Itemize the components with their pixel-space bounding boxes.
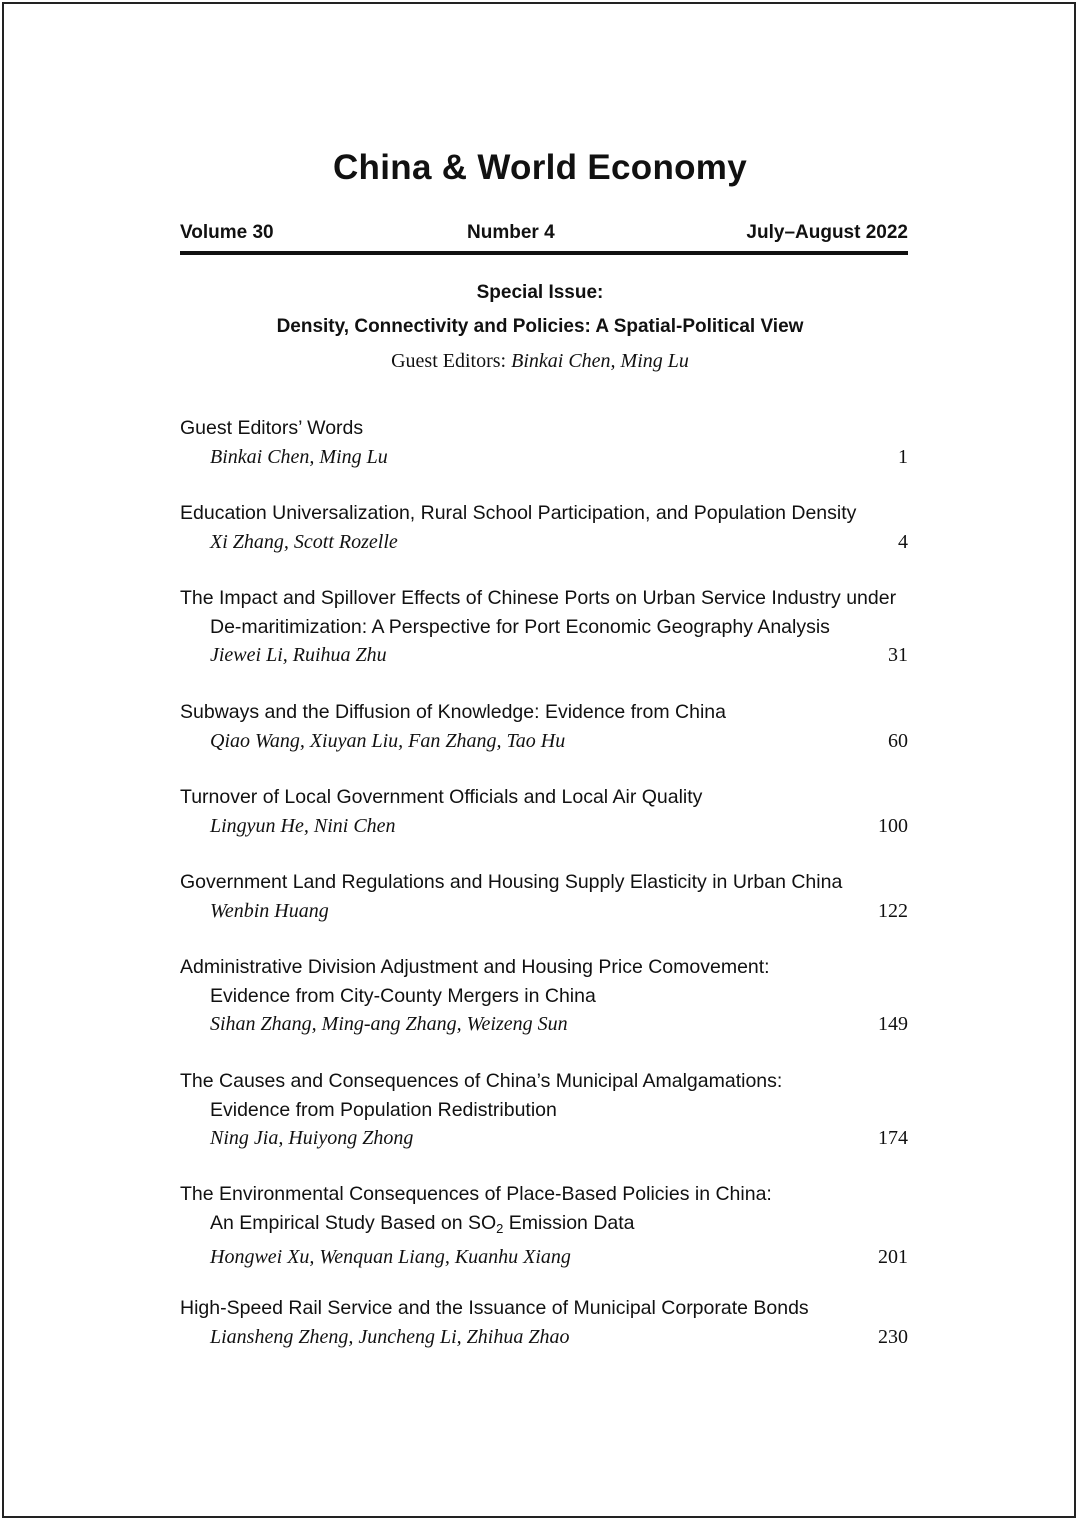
article-byline — [180, 443, 908, 471]
article-page-number: 4 — [898, 530, 908, 553]
article-authors: Jiewei Li, Ruihua Zhu — [210, 644, 387, 666]
article-page-number: 100 — [878, 814, 908, 837]
article-authors: Xi Zhang, Scott Rozelle — [210, 530, 398, 553]
issue-number: Number 4 — [467, 222, 555, 243]
article-byline — [180, 812, 908, 840]
article-title: The Causes and Consequences of China’s Municipal Amalgamations: Evidence from Population Redistribution — [180, 1070, 783, 1121]
article-byline — [180, 1243, 908, 1271]
article-page-number: 31 — [888, 644, 908, 666]
article-page-number: 1 — [898, 445, 908, 468]
article-byline — [180, 1010, 908, 1038]
issue-volume: Volume 30 — [180, 222, 274, 243]
article-title: The Environmental Consequences of Place-Based Policies in China: An Empirical Study Based on $SO_2$ Emission Data — [180, 1183, 772, 1236]
article-page-number: 60 — [888, 729, 908, 752]
article-authors: Ning Jia, Huiyong Zhong — [210, 1127, 414, 1149]
article-title: Subways and the Diffusion of Knowledge: Evidence from China — [180, 701, 726, 723]
toc-entry — [180, 783, 908, 840]
article-title: Government Land Regulations and Housing Supply Elasticity in Urban China — [180, 871, 843, 893]
article-byline — [180, 1124, 908, 1152]
article-title: The Impact and Spillover Effects of Chinese Ports on Urban Service Industry under De-maritimization: A Perspective for Port Economic Geography Analysis — [180, 587, 897, 638]
header-divider — [180, 251, 908, 255]
toc-entry — [180, 1294, 908, 1351]
article-title: High-Speed Rail Service and the Issuance of Municipal Corporate Bonds — [180, 1297, 809, 1319]
toc-entry — [180, 1067, 908, 1152]
issue-info-bar — [180, 222, 908, 246]
article-page-number: 122 — [878, 899, 908, 922]
article-title: Turnover of Local Government Officials and Local Air Quality — [180, 786, 703, 808]
guest-editors-names: Binkai Chen, Ming Lu — [511, 350, 689, 372]
toc-entry — [180, 414, 908, 471]
article-title: Guest Editors’ Words — [180, 417, 364, 439]
article-byline — [180, 1323, 908, 1351]
article-authors: Liansheng Zheng, Juncheng Li, Zhihua Zhao — [210, 1325, 570, 1348]
issue-date: July–August 2022 — [746, 222, 908, 243]
article-byline — [180, 528, 908, 556]
article-page-number: 149 — [878, 1013, 908, 1035]
article-authors: Wenbin Huang — [210, 899, 329, 922]
toc-entry — [180, 584, 908, 669]
article-authors: Lingyun He, Nini Chen — [210, 814, 396, 837]
journal-title: China & World Economy — [332, 148, 747, 187]
article-byline — [180, 641, 908, 669]
toc-entry — [180, 698, 908, 755]
article-authors: Qiao Wang, Xiuyan Liu, Fan Zhang, Tao Hu — [210, 729, 566, 752]
article-byline — [180, 727, 908, 755]
article-page-number: 230 — [878, 1325, 908, 1348]
toc-entry — [180, 953, 908, 1038]
toc-entry — [180, 499, 908, 556]
guest-editors-line — [0, 350, 1080, 373]
article-byline — [180, 897, 908, 925]
article-title: Administrative Division Adjustment and Housing Price Comovement: Evidence from City-County Mergers in China — [180, 956, 770, 1007]
guest-editors-label: Guest Editors: — [391, 350, 507, 372]
toc-entry — [180, 1180, 908, 1271]
article-authors: Hongwei Xu, Wenquan Liang, Kuanhu Xiang — [210, 1246, 571, 1268]
article-authors: Binkai Chen, Ming Lu — [210, 445, 388, 468]
article-authors: Sihan Zhang, Ming-ang Zhang, Weizeng Sun — [210, 1013, 568, 1035]
article-page-number: 201 — [878, 1246, 908, 1268]
special-issue-subtitle: Density, Connectivity and Policies: A Spatial-Political View — [276, 316, 804, 337]
special-issue-label: Special Issue: — [476, 282, 604, 303]
toc-entry — [180, 868, 908, 925]
article-page-number: 174 — [878, 1127, 908, 1149]
article-title: Education Universalization, Rural School Participation, and Population Density — [180, 502, 857, 524]
